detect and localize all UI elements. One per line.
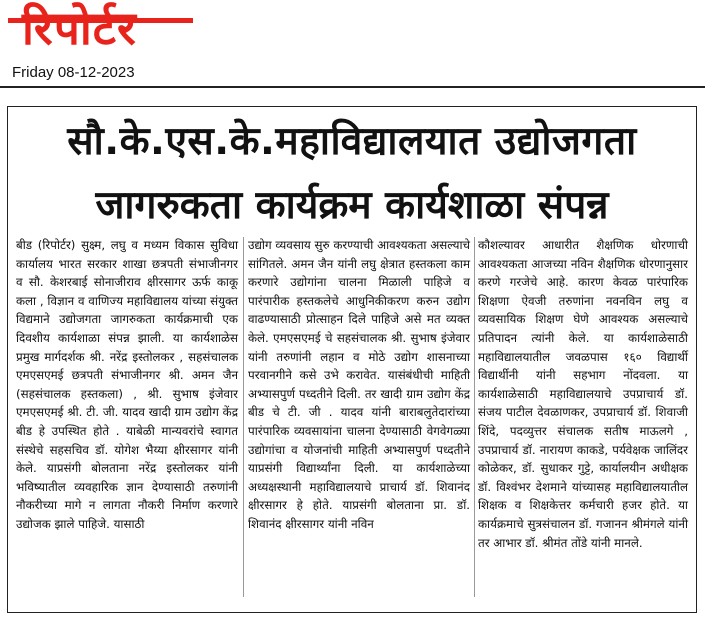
masthead-divider: [0, 86, 705, 88]
publication-date: Friday 08-12-2023: [12, 64, 135, 81]
column-divider: [243, 237, 244, 597]
newspaper-logo: रिपोर्टर: [22, 1, 137, 55]
article-column-3: कौशल्यावर आधारीत शैक्षणिक धोरणाची आवश्यकता आजच्या नविन शैक्षणिक धोरणानुसार करणे गरजेचे आहे. कारण केवळ पारंपारिक शिक्षणा ऐवजी तरुणांना नवनविन लघु व व्यवसायिक शिक्षण घेणे आवश्यक असल्याचे प्रतिपादन त्यांनी केले. या कार्यशाळेसाठी महाविद्यालयातील जवळपास १६० विद्यार्थी विद्यार्थीनी यांनी सहभाग नोंदवला. या कार्यशाळेसाठी महाविद्यालयाचे उपप्राचार्य डॉ. संजय पाटील देवळाणकर, उपप्राचार्य डॉ. शिवाजी शिंदे, पदव्युत्तर संचालक सतीष माऊलगे , उपप्राचार्य डॉ. नारायण काकडे, पर्यवेक्षक जालिंदर कोळेकर, डॉ. सुधाकर गुट्टे, कार्यालयीन अधीक्षक डॉ. विश्वंभर देशमाने यांच्यासह महाविद्यालयातील शिक्षक व शिक्षकेत्तर कर्मचारी हजर होते. या कार्यक्रमाचे सुत्रसंचालन डॉ. गजानन श्रीमंगले यांनी तर आभार डॉ. श्रीमंत तोंडे यांनी मानले.: [478, 238, 688, 550]
masthead: [0, 0, 705, 90]
headline-line-1: सौ.के.एस.के.महाविद्यालयात उद्योजगता: [67, 119, 637, 164]
article-column-1: बीड (रिपोर्टर) सुक्ष्म, लघु व मध्यम विकास सुविधा कार्यालय भारत सरकार शाखा छत्रपती संभाजीनगर व सौ. केशरबाई सोनाजीराव क्षीरसागर ऊर्फ काकू कला , विज्ञान व वाणिज्य महाविद्यालय यांच्या संयुक्त विद्यमाने उद्योजगता जागरुकता कार्यक्रमाची एक दिवशीय कार्यशाळा संपन्न झाली. या कार्यशाळेस प्रमुख मार्गदर्शक श्री. नरेंद्र इस्तोलकर , सहसंचालक एमएसएमई छत्रपती संभाजीनगर श्री. अमन जैन (सहसंचालक हस्तकला) , श्री. सुभाष इंजेवार एमएसएमई श्री. टी. जी. यादव खादी ग्राम उद्योग केंद्र बीड हे उपस्थित होते . याबेळी मान्यवरांचे स्वागत संस्थेचे सहसचिव डॉ. योगेश भैय्या क्षीरसागर यांनी केले. याप्रसंगी बोलताना नरेंद्र इस्तोलकर यांनी भविष्यातील व्यवहारिक ज्ञान देण्यासाठी तरुणांनी नौकरीच्या मागे न लागता नौकरी निर्माण करणारे उद्योजक झाले पाहिजे. यासाठी: [16, 238, 238, 531]
article-column-2: उद्योग व्यवसाय सुरु करण्याची आवश्यकता असल्याचे सांगितले. अमन जैन यांनी लघु क्षेत्रात हस्तकला काम करणारे उद्योगांना चालना मिळाली पाहिजे व पारंपारीक हस्तकलेचे आधुनिकीकरण करुन उद्योग वाढण्यासाठी प्रोत्साहन दिले पाहिजे असे मत व्यक्त केले. एमएसएमई चे सहसंचालक श्री. सुभाष इंजेवार यांनी तरुणांनी लहान व मोठे उद्योग शासनाच्या परवानगीने कसे उभे करावेत. यासंबंधीची माहिती अभ्यासपुर्ण पध्दतीने दिली. तर खादी ग्राम उद्योग केंद्र बीड चे टी. जी . यादव यांनी बाराबलुतेदारांच्या पारंपारिक व्यवसायांना चालना देण्यासाठी वेगवेगळ्या उद्योगांचा व योजनांची माहिती अभ्यासपुर्ण पध्दतीने याप्रसंगी विद्यार्थ्यांना दिली. या कार्यशाळेच्या अध्यक्षस्थानी महाविद्यालयाचे प्राचार्य डॉ. शिवानंद क्षीरसागर हे होते. याप्रसंगी बोलताना प्रा. डॉ. शिवानंद क्षीरसागर यांनी नविन: [248, 238, 470, 531]
headline-line-2: जागरुकता कार्यक्रम कार्यशाळा संपन्न: [95, 183, 609, 228]
article-clipping: [7, 106, 697, 613]
column-divider: [474, 237, 475, 597]
